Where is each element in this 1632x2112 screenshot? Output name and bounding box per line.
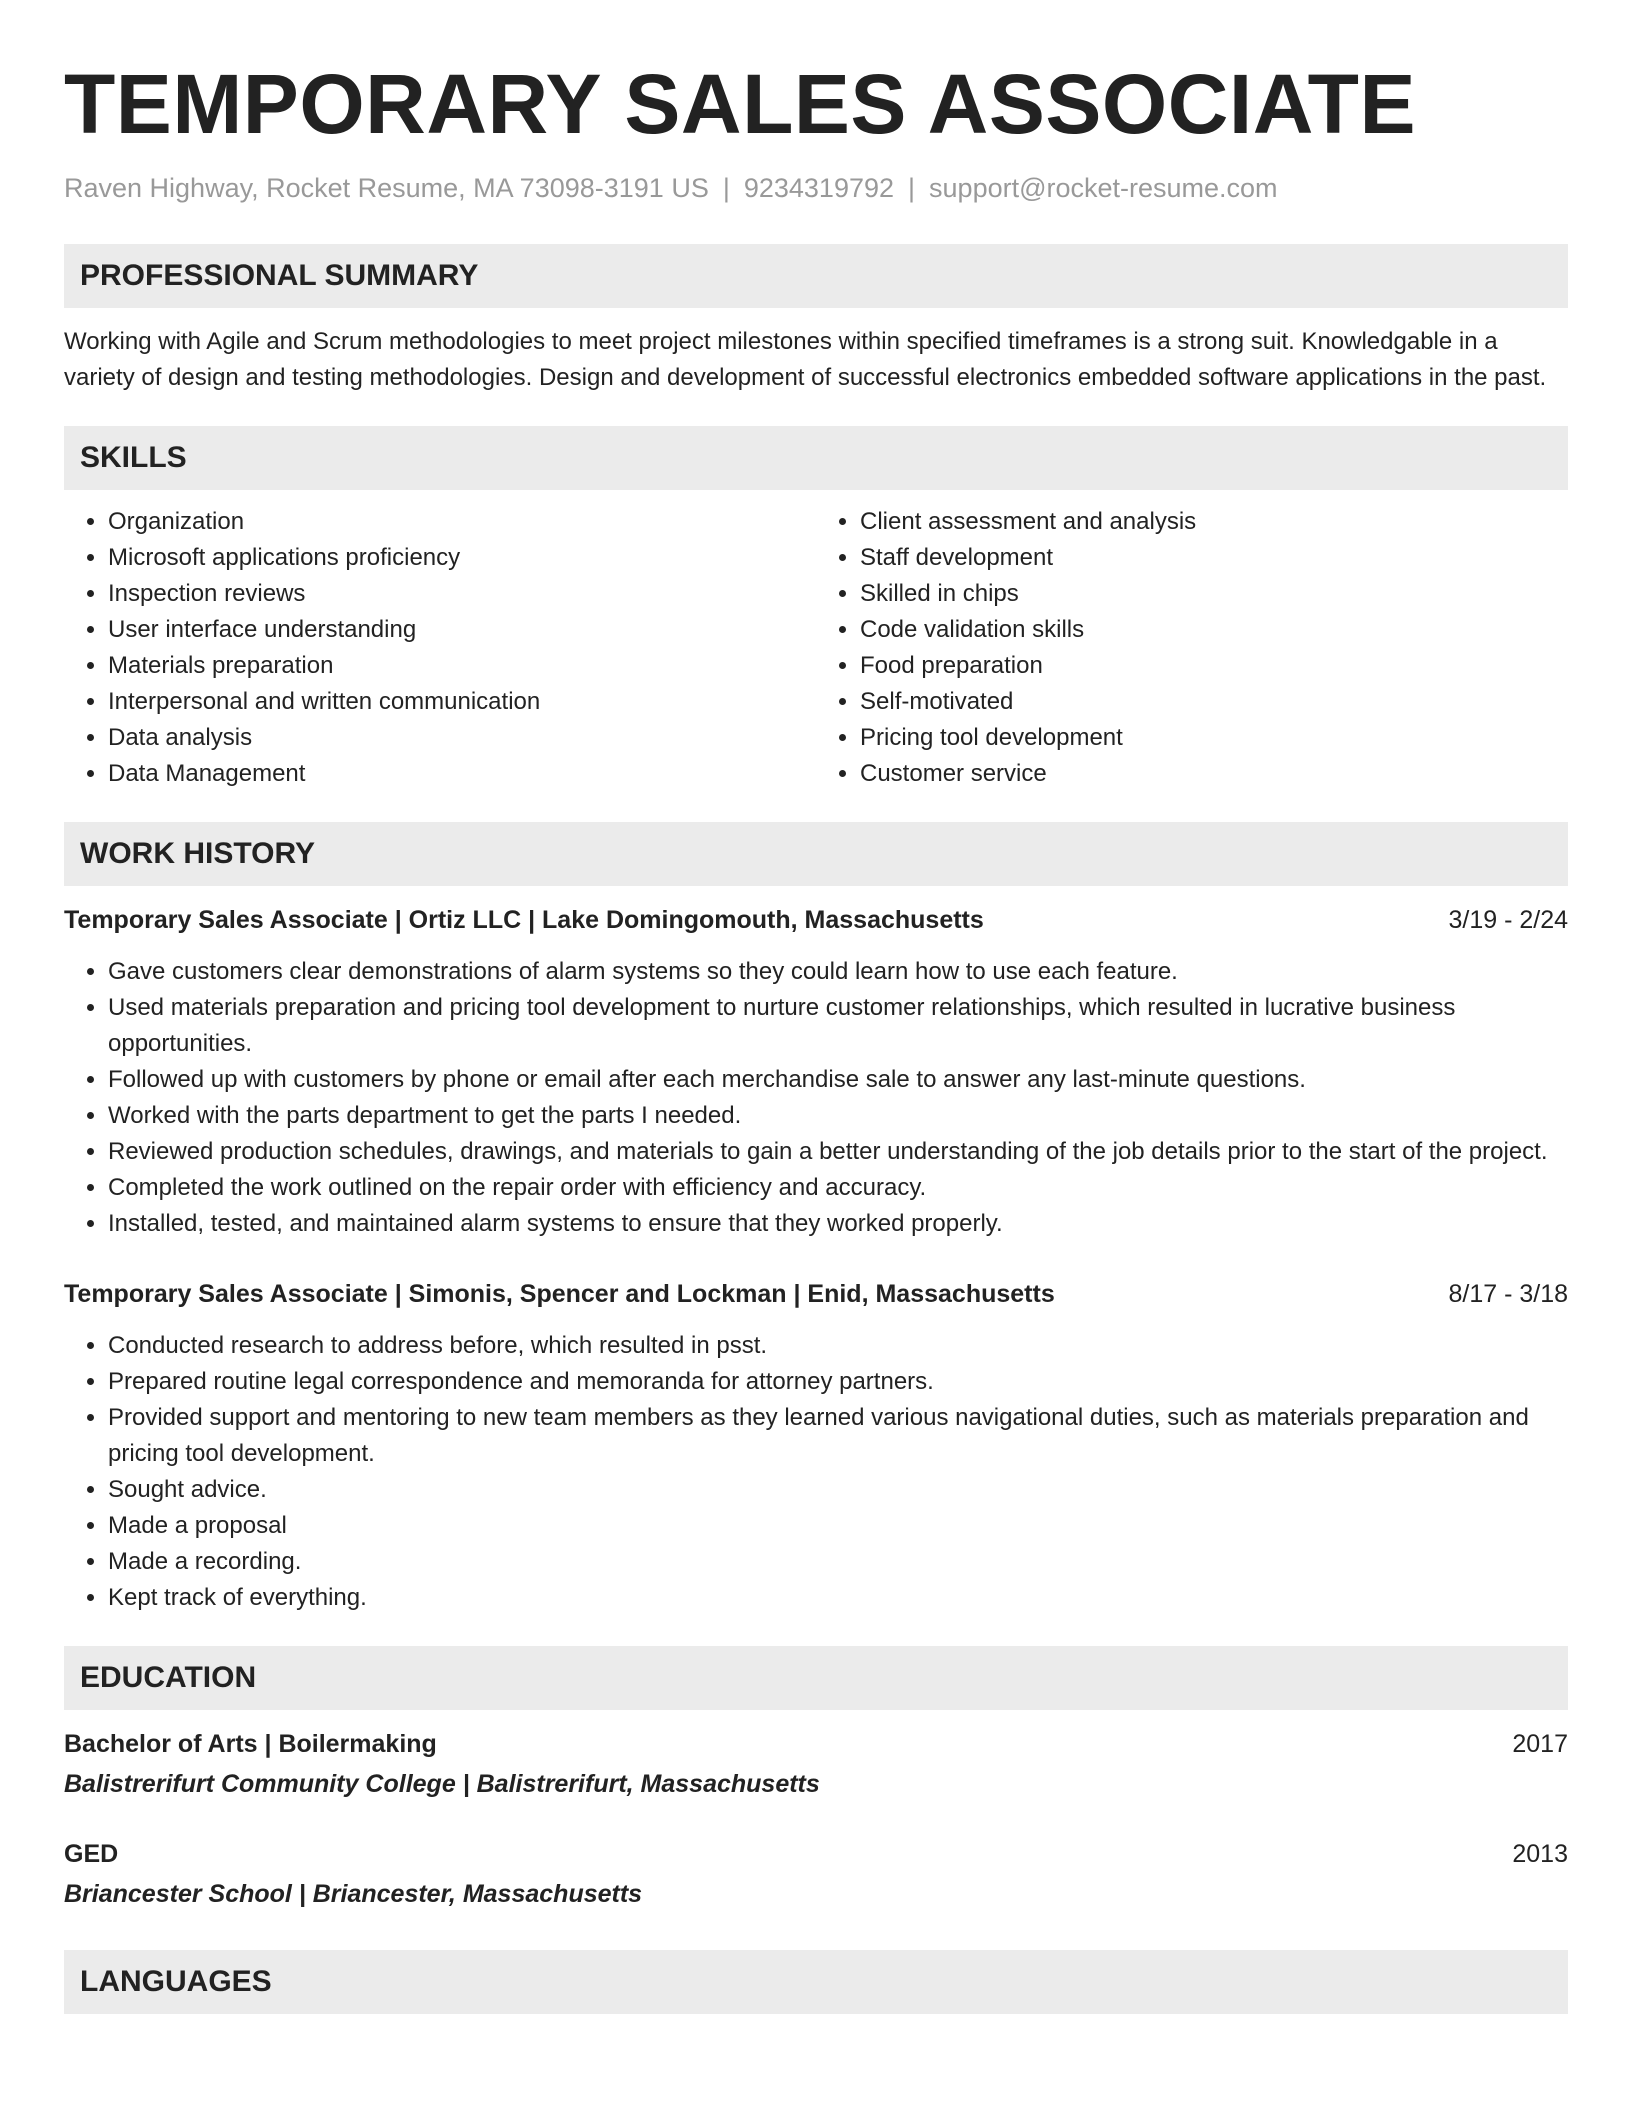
contact-email: support@rocket-resume.com bbox=[929, 173, 1278, 203]
skill-item: • Interpersonal and written communication bbox=[108, 684, 816, 720]
job-dates: 3/19 - 2/24 bbox=[1448, 906, 1568, 934]
skill-item: • Code validation skills bbox=[860, 612, 1568, 648]
job-title: Temporary Sales Associate | Simonis, Spencer and Lockman | Enid, Massachusetts bbox=[64, 1280, 1055, 1308]
summary-heading: PROFESSIONAL SUMMARY bbox=[64, 244, 1568, 308]
job-bullet: • Prepared routine legal correspondence and memoranda for attorney partners. bbox=[108, 1364, 1568, 1400]
education-entry bbox=[64, 1726, 1568, 1802]
skill-item: • Client assessment and analysis bbox=[860, 504, 1568, 540]
job-header bbox=[64, 902, 1568, 938]
education-school: Balistrerifurt Community College | Balistrerifurt, Massachusetts bbox=[64, 1770, 820, 1798]
work-heading: WORK HISTORY bbox=[64, 822, 1568, 886]
job-bullet: • Used materials preparation and pricing tool development to nurture customer relationships, which resulted in lucrative business opportunities. bbox=[108, 990, 1568, 1062]
skill-item: • Materials preparation bbox=[108, 648, 816, 684]
education-year: 2013 bbox=[1512, 1840, 1568, 1868]
skill-item: • Skilled in chips bbox=[860, 576, 1568, 612]
job-title: Temporary Sales Associate | Ortiz LLC | Lake Domingomouth, Massachusetts bbox=[64, 906, 984, 934]
job-bullet: • Provided support and mentoring to new team members as they learned various navigational duties, such as materials preparation and pricing tool development. bbox=[108, 1400, 1568, 1472]
job-entry bbox=[64, 902, 1568, 1242]
resume-name: TEMPORARY SALES ASSOCIATE bbox=[64, 57, 1416, 151]
skill-item: • Food preparation bbox=[860, 648, 1568, 684]
job-bullet: • Made a recording. bbox=[108, 1544, 1568, 1580]
skill-item: • Pricing tool development bbox=[860, 720, 1568, 756]
education-degree: GED bbox=[64, 1840, 119, 1868]
education-heading: EDUCATION bbox=[64, 1646, 1568, 1710]
education-header bbox=[64, 1836, 1568, 1872]
job-bullet: • Sought advice. bbox=[108, 1472, 1568, 1508]
job-bullets bbox=[64, 1328, 1568, 1616]
job-bullet: • Installed, tested, and maintained alarm systems to ensure that they worked properly. bbox=[108, 1206, 1568, 1242]
education-entry bbox=[64, 1836, 1568, 1912]
job-entry bbox=[64, 1276, 1568, 1616]
job-dates: 8/17 - 3/18 bbox=[1448, 1280, 1568, 1308]
languages-heading: LANGUAGES bbox=[64, 1950, 1568, 2014]
contact-separator: | bbox=[908, 173, 916, 203]
education-year: 2017 bbox=[1512, 1730, 1568, 1758]
skills-column-right bbox=[816, 504, 1568, 792]
skill-item: • Data analysis bbox=[108, 720, 816, 756]
job-bullet: • Kept track of everything. bbox=[108, 1580, 1568, 1616]
education-school: Briancester School | Briancester, Massachusetts bbox=[64, 1880, 643, 1908]
skill-item: • Microsoft applications proficiency bbox=[108, 540, 816, 576]
education-header bbox=[64, 1726, 1568, 1762]
skill-item: • Data Management bbox=[108, 756, 816, 792]
job-header bbox=[64, 1276, 1568, 1312]
job-bullet: • Worked with the parts department to get the parts I needed. bbox=[108, 1098, 1568, 1134]
contact-line bbox=[64, 170, 1568, 206]
skill-item: • Inspection reviews bbox=[108, 576, 816, 612]
job-bullet: • Made a proposal bbox=[108, 1508, 1568, 1544]
job-bullet: • Gave customers clear demonstrations of alarm systems so they could learn how to use each feature. bbox=[108, 954, 1568, 990]
skill-item: • Organization bbox=[108, 504, 816, 540]
skill-item: • Self-motivated bbox=[860, 684, 1568, 720]
skills-list bbox=[64, 504, 1568, 792]
skill-item: • Staff development bbox=[860, 540, 1568, 576]
job-bullet: • Conducted research to address before, which resulted in psst. bbox=[108, 1328, 1568, 1364]
summary-text: Working with Agile and Scrum methodologies to meet project milestones within specified timeframes is a strong suit. Knowledgable in a variety of design and testing methodologies. Design and development of successful electronics embedded software applications in the past. bbox=[64, 328, 1547, 391]
education-degree: Bachelor of Arts | Boilermaking bbox=[64, 1730, 437, 1758]
job-bullet: • Followed up with customers by phone or email after each merchandise sale to answer any last-minute questions. bbox=[108, 1062, 1568, 1098]
job-bullet: • Completed the work outlined on the repair order with efficiency and accuracy. bbox=[108, 1170, 1568, 1206]
contact-phone: 9234319792 bbox=[743, 173, 895, 203]
skills-heading: SKILLS bbox=[64, 426, 1568, 490]
skill-item: • Customer service bbox=[860, 756, 1568, 792]
contact-address: Raven Highway, Rocket Resume, MA 73098-3191 US bbox=[64, 173, 709, 203]
contact-separator: | bbox=[722, 173, 730, 203]
job-bullet: • Reviewed production schedules, drawings, and materials to gain a better understanding of the job details prior to the start of the project. bbox=[108, 1134, 1568, 1170]
skill-item: • User interface understanding bbox=[108, 612, 816, 648]
skills-column-left bbox=[64, 504, 816, 792]
job-bullets bbox=[64, 954, 1568, 1242]
